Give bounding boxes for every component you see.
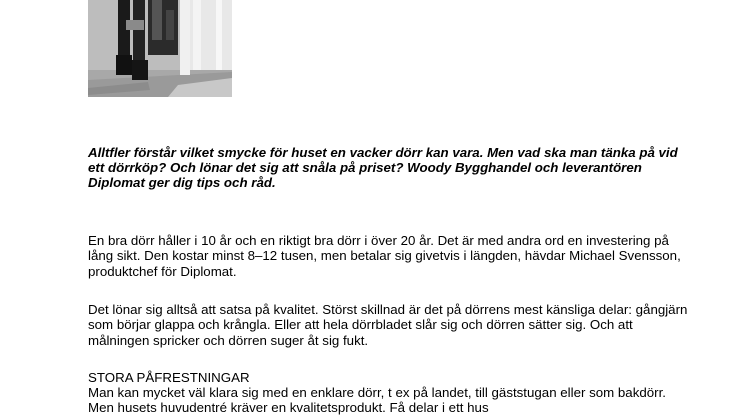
body-paragraph: Man kan mycket väl klara sig med en enklare dörr, t ex på landet, till gäststugan eller som bakdörr. Men husets huvudentré kräver en kvalitetsprodukt. Få delar i ett hus — [88, 385, 666, 416]
lead-text: Alltfler förstår vilket smycke för huset en vacker dörr kan vara. Men vad ska man tänka på vid ett dörrköp? Och lönar det sig att snåla på priset? Woody Bygghandel och leverantören Diplomat ger dig tips och råd. — [88, 145, 678, 190]
body-paragraph: En bra dörr håller i 10 år och en riktigt bra dörr i över 20 år. Det är med andra ord en investering på lång sikt. Den kostar minst 8–12 tusen, men betalar sig givetvis i längden, hävdar Michael Svensson, produktchef för Diplomat. — [88, 233, 681, 279]
section-heading: STORA PÅFRESTNINGAR — [88, 370, 250, 385]
article-photo — [88, 0, 232, 97]
photo-construction-workers-icon — [88, 0, 232, 97]
body-paragraph: Det lönar sig alltså att satsa på kvalitet. Störst skillnad är det på dörrens mest känsliga delar: gångjärn som börjar glappa och krångla. Eller att hela dörrbladet slår sig och dörren sätter sig. Och att målningen spricker och dörren suger åt sig fukt. — [88, 302, 688, 348]
